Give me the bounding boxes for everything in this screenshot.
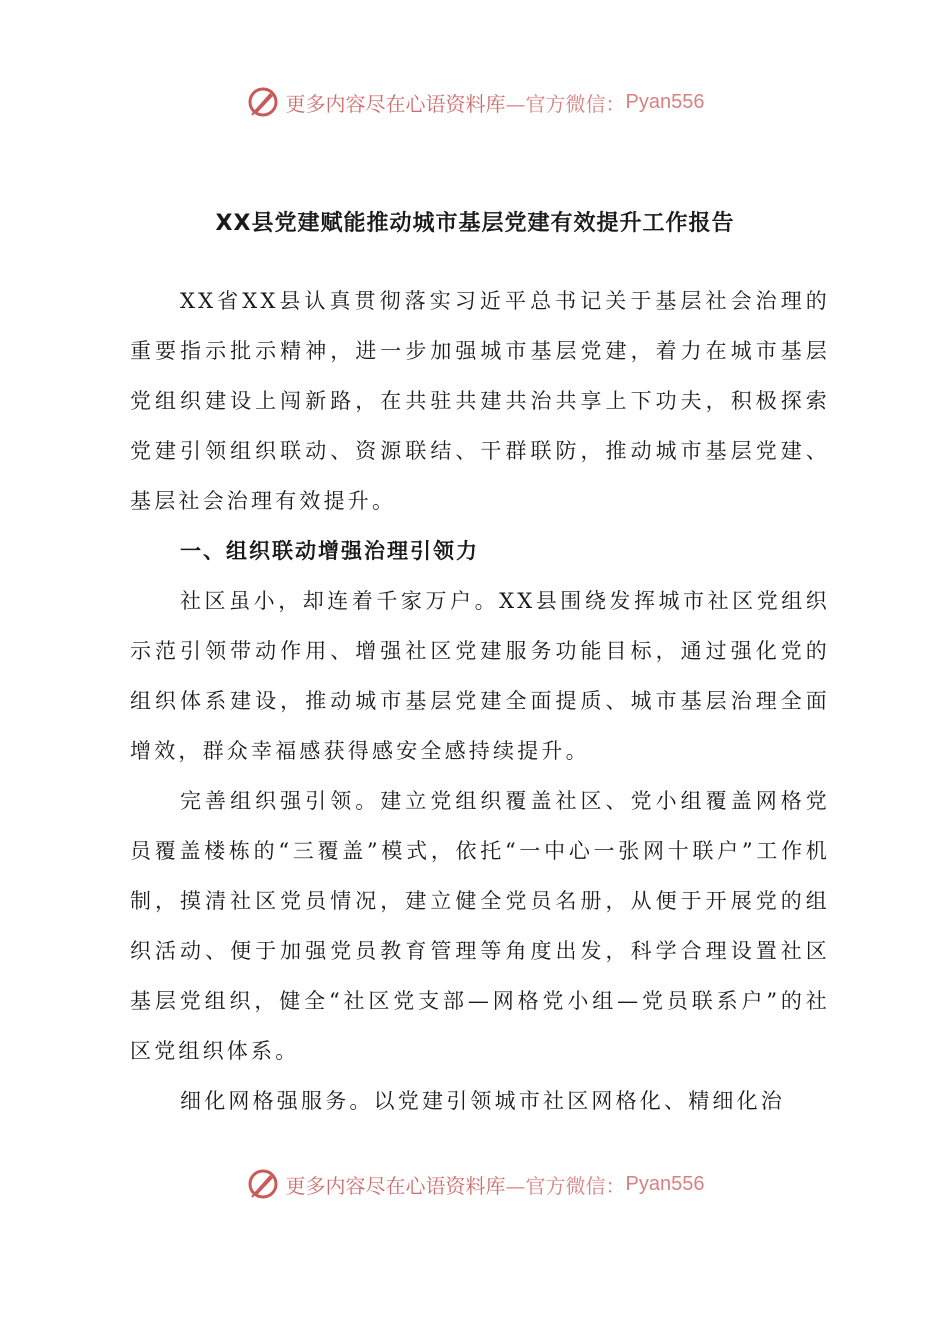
section-heading: 一、组织联动增强治理引领力 [180, 539, 479, 563]
document-body [130, 276, 830, 1126]
watermark-dash-text: —官方微信： [505, 1173, 626, 1198]
watermark-site-text: 更多内容尽在心语资料库 [285, 1173, 506, 1198]
watermark-banner-bottom [0, 1164, 950, 1204]
quill-logo-icon [246, 85, 280, 119]
intro-paragraph: XX省XX县认真贯彻落实习近平总书记关于基层社会治理的重要指示批示精神，进一步加强城市基层党建，着力在城市基层党组织建设上闯新路，在共驻共建共治共享上下功夫，积极探索党建引领组织联动、资源联结、干群联防，推动城市基层党建、基层社会治理有效提升。 [130, 289, 830, 513]
watermark-wechat-id: Pyan556 [625, 1172, 705, 1195]
document-title: XX县党建赋能推动城市基层党建有效提升工作报告 [215, 211, 735, 236]
watermark-wechat-id: Pyan556 [625, 90, 705, 113]
watermark-dash-text: —官方微信： [505, 91, 626, 116]
watermark-banner-top [0, 82, 950, 122]
watermark-site-text: 更多内容尽在心语资料库 [285, 91, 506, 116]
quill-logo-icon [246, 1167, 280, 1201]
section-paragraph-1: 社区虽小，却连着千家万户。XX县围绕发挥城市社区党组织示范引领带动作用、增强社区党建服务功能目标，通过强化党的组织体系建设，推动城市基层党建全面提质、城市基层治理全面增效，群众幸福感获得感安全感持续提升。 [130, 589, 830, 763]
section-paragraph-2: 完善组织强引领。建立党组织覆盖社区、党小组覆盖网格党员覆盖楼栋的“三覆盖”模式，依托“一中心一张网十联户”工作机制，摸清社区党员情况，建立健全党员名册，从便于开展党的组织活动、便于加强党员教育管理等角度出发，科学合理设置社区基层党组织，健全“社区党支部—网格党小组—党员联系户”的社区党组织体系。 [130, 789, 830, 1063]
section-paragraph-3: 细化网格强服务。以党建引领城市社区网格化、精细化治 [180, 1089, 785, 1113]
